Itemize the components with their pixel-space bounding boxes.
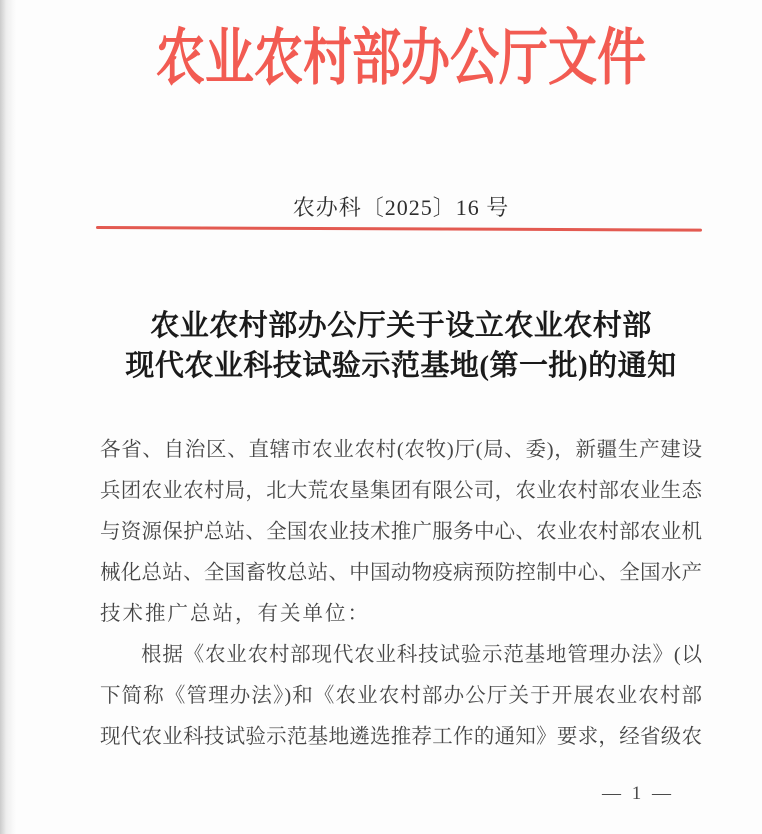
body-line: 下简称《管理办法》)和《农业农村部办公厅关于开展农业农村部 <box>100 685 702 707</box>
opening-paragraph <box>100 635 702 758</box>
body-line: 兵团农业农村局，北大荒农垦集团有限公司，农业农村部农业生态 <box>100 480 702 502</box>
document-title-line-2: 现代农业科技试验示范基地(第一批)的通知 <box>125 350 677 382</box>
body-line: 械化总站、全国畜牧总站、中国动物疫病预防控制中心、全国水产 <box>100 562 702 584</box>
document-body <box>100 430 702 758</box>
document-title <box>100 306 702 386</box>
body-line: 现代农业科技试验示范基地遴选推荐工作的通知》要求，经省级农 <box>100 726 702 748</box>
page-number: — 1 — <box>602 783 674 804</box>
document-title-line-1: 农业农村部办公厅关于设立农业农村部 <box>150 310 652 342</box>
scan-edge-shadow <box>0 0 16 834</box>
red-divider-line <box>96 226 702 231</box>
document-reference-number: 农办科〔2025〕16 号 <box>292 195 510 220</box>
body-line: 技术推广总站，有关单位： <box>100 603 370 625</box>
recipients-paragraph <box>100 430 702 635</box>
body-line: 与资源保护总站、全国农业技术推广服务中心、农业农村部农业机 <box>100 521 702 543</box>
agency-letterhead-title: 农业农村部办公厅文件 <box>155 24 647 93</box>
body-line: 各省、自治区、直辖市农业农村(农牧)厅(局、委)，新疆生产建设 <box>100 439 702 461</box>
body-line: 根据《农业农村部现代农业科技试验示范基地管理办法》(以 <box>141 644 702 666</box>
